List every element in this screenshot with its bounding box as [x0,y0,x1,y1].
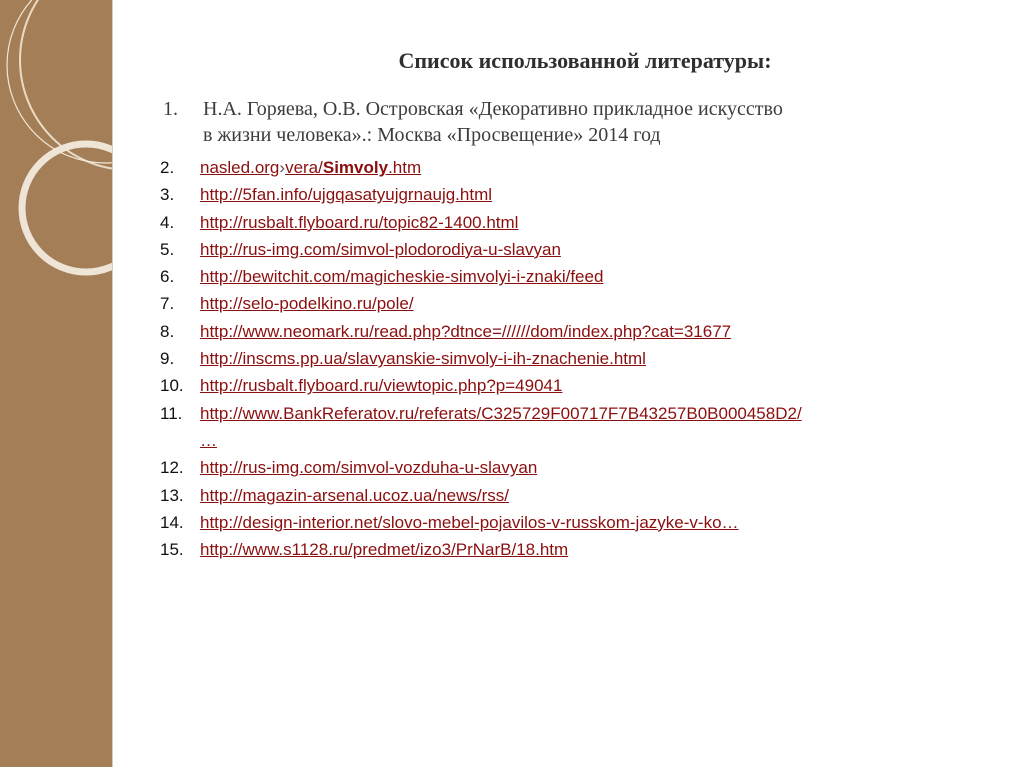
link-nasled[interactable]: nasled.org [200,158,280,177]
item-number: 15. [160,540,184,560]
book-citation-line2: в жизни человека».: Москва «Просвещение» 2014 год [203,124,661,146]
list-item-link [160,209,990,236]
link-url[interactable]: http://design-interior.net/slovo-mebel-pojavilos-v-russkom-jazyke-v-ko… [200,512,739,532]
item-number: 11. [160,403,183,423]
list-item-link [160,482,990,509]
item-number: 13. [160,485,184,505]
book-citation-line1: Н.А. Горяева, О.В. Островская «Декоративно прикладное искусство [203,98,783,120]
list-item-link [160,400,990,455]
link-url[interactable]: http://rus-img.com/simvol-vozduha-u-slavyan [200,458,538,478]
item-number: 8. [160,321,175,341]
list-item-link [160,318,990,345]
item-number: 6. [160,267,175,287]
item-number: 4. [160,212,175,232]
item-number: 7. [160,294,175,314]
breadcrumb-separator: › [279,158,286,177]
link-vera-part: vera/ [285,158,323,177]
item-number: 14. [160,512,184,532]
book-citation [203,96,783,148]
link-url[interactable]: http://selo-podelkino.ru/pole/ [200,294,414,314]
link-url[interactable]: http://www.s1128.ru/predmet/izo3/PrNarB/18.htm [200,540,569,560]
item-number: 2. [160,158,175,177]
link-vera[interactable] [285,158,421,177]
link-url[interactable]: http://www.BankReferatov.ru/referats/C325729F00717F7B43257B0B000458D2/ [200,403,802,423]
link-url[interactable]: http://rus-img.com/simvol-plodorodiya-u-slavyan [200,239,561,259]
list-item-link [160,536,990,563]
list-item-link [160,345,990,372]
link-url[interactable]: http://5fan.info/ujgqasatyujgrnaujg.html [200,185,493,205]
list-item-link [160,154,990,181]
item-number: 3. [160,185,175,205]
link-htm-part: .htm [388,158,422,177]
list-item-link [160,290,990,317]
list-item-link [160,454,990,481]
item-number: 5. [160,239,175,259]
list-item-link [160,263,990,290]
item-number: 9. [160,349,175,369]
item-number: 1. [163,98,178,120]
list-item-book [160,96,990,148]
list-item-link [160,236,990,263]
link-simvoly-part: Simvoly [322,158,389,177]
link-breadcrumb [200,154,421,181]
page-title: Список использованной литературы: [398,48,772,73]
link-url-continuation[interactable]: … [200,430,217,450]
link-url[interactable]: http://inscms.pp.ua/slavyanskie-simvoly-i-ih-znachenie.html [200,349,646,369]
link-url[interactable]: http://rusbalt.flyboard.ru/viewtopic.php?p=49041 [200,376,563,396]
list-item-link [160,181,990,208]
link-url[interactable]: http://www.neomark.ru/read.php?dtnce=//////dom/index.php?cat=31677 [200,321,732,341]
link-wrapped [200,400,802,455]
link-url[interactable]: http://bewitchit.com/magicheskie-simvolyi-i-znaki/feed [200,267,604,287]
item-number: 10. [160,376,184,396]
item-number: 12. [160,458,184,478]
decorative-circles [0,0,112,767]
link-url[interactable]: http://rusbalt.flyboard.ru/topic82-1400.html [200,212,519,232]
band-divider [112,0,113,767]
decorative-side-band [0,0,112,767]
bibliography-list [160,96,990,563]
list-item-link [160,372,990,399]
link-url[interactable]: http://magazin-arsenal.ucoz.ua/news/rss/ [200,485,509,505]
list-item-link [160,509,990,536]
